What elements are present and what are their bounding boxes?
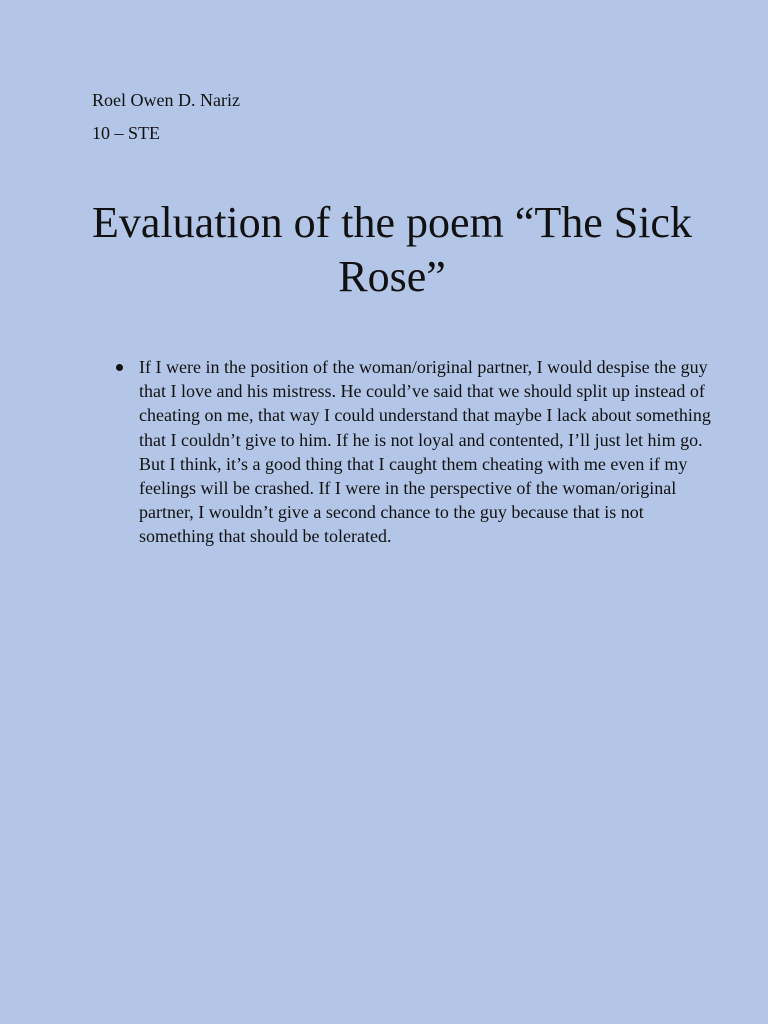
document-title: Evaluation of the poem “The Sick Rose” bbox=[92, 198, 692, 301]
bullet-text: If I were in the position of the woman/original partner, I would despise the guy that I love and his mistress. He could’ve said that we should split up instead of cheating on me, that way I could understand that maybe I lack about something that I couldn’t give to him. If he is not loyal and contented, I’ll just let him go. But I think, it’s a good thing that I caught them cheating with me even if my feelings will be crashed. If I were in the perspective of the woman/original partner, I wouldn’t give a second chance to the guy because that is not something that should be tolerated. bbox=[139, 357, 711, 547]
author-name: Roel Owen D. Nariz bbox=[92, 90, 240, 110]
bullet-icon bbox=[116, 364, 123, 371]
list-item bbox=[92, 355, 712, 549]
bullet-list bbox=[92, 355, 712, 549]
author-section: 10 – STE bbox=[92, 123, 161, 143]
